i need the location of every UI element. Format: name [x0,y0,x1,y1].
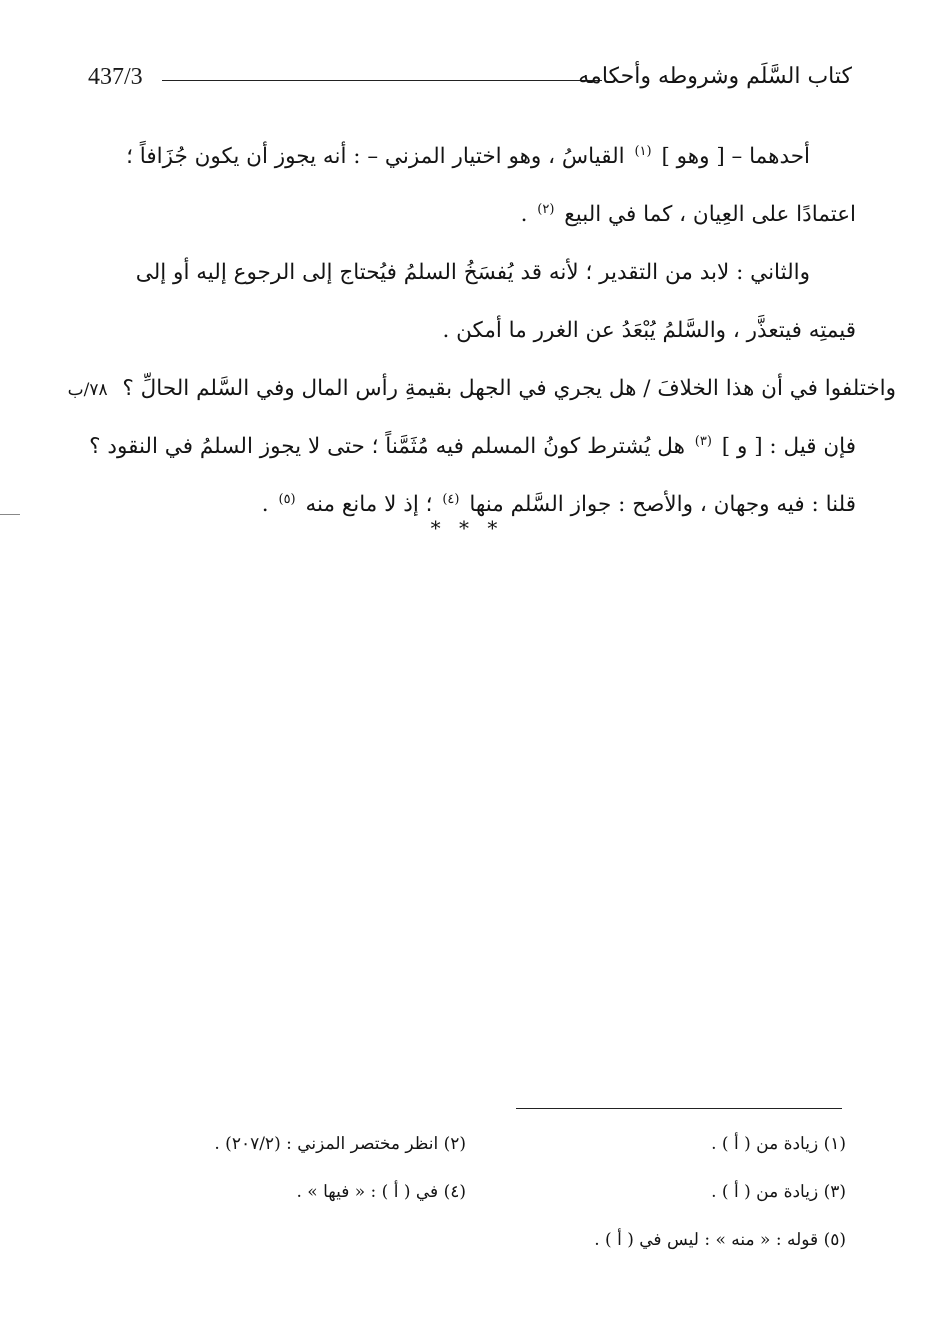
footnote-row [150,1182,846,1230]
text-line: واختلفوا في أن هذا الخلافَ / هل يجري في الجهل بقيمةِ رأس المال وفي السَّلم الحالِّ ؟ ٧٨/ب [67,376,896,401]
text-line: فإن قيل : [ و ] $^{(٣)}$ هل يُشترط كونُ المسلم فيه مُثَمَّناً ؛ حتى لا يجوز السلمُ في النقود ؟ [89,433,856,459]
footnote-row [150,1134,846,1182]
text-line: قيمتِه فيتعذَّر ، والسَّلمُ يُبْعَدُ عن الغرر ما أمكن . [442,318,856,343]
manuscript-folio-note: ٧٨/ب [67,380,108,400]
footnotes [150,1134,846,1278]
page-number: 437/3 [88,64,143,90]
text-line: والثاني : لابد من التقدير ؛ لأنه قد يُفسَخُ السلمُ فيُحتاج إلى الرجوع إليه أو إلى [135,260,810,285]
running-header [88,62,852,98]
footnote-ref[interactable]: (٥) [278,491,296,507]
footnote-rule [516,1108,842,1109]
text-line: قلنا : فيه وجهان ، والأصح : جواز السَّلم منها $^{(٤)}$ ؛ إذ لا مانع منه $^{(٥)}$ . [261,491,856,517]
footnote-4: (٤) في ( أ ) : « فيها » . [296,1182,466,1202]
header-rule [162,80,602,81]
footnote-ref[interactable]: (١) [634,143,652,159]
section-separator: * * * [430,516,504,540]
main-text [67,128,896,534]
footnote-2: (٢) انظر مختصر المزني : (٢٠٧/٢) . [214,1134,466,1154]
scan-mark [0,514,20,515]
footnote-ref[interactable]: (٤) [442,491,460,507]
text-line: أحدهما – [ وهو ] $^{(١)}$ القياسُ ، وهو اختيار المزني – : أنه يجوز أن يكون جُزَافاً ؛ [126,143,810,169]
footnote-ref[interactable]: (٢) [537,201,555,217]
footnote-5: (٥) قوله : « منه » : ليس في ( أ ) . [594,1230,846,1250]
footnote-1: (١) زيادة من ( أ ) . [711,1134,846,1154]
footnote-ref[interactable]: (٣) [694,433,712,449]
text-line: اعتمادًا على العِيان ، كما في البيع $^{(٢)}$ . [520,201,856,227]
footnote-row [150,1230,846,1278]
footnote-3: (٣) زيادة من ( أ ) . [711,1182,846,1202]
running-title: كتاب السَّلَم وشروطه وأحكامه [578,64,852,89]
